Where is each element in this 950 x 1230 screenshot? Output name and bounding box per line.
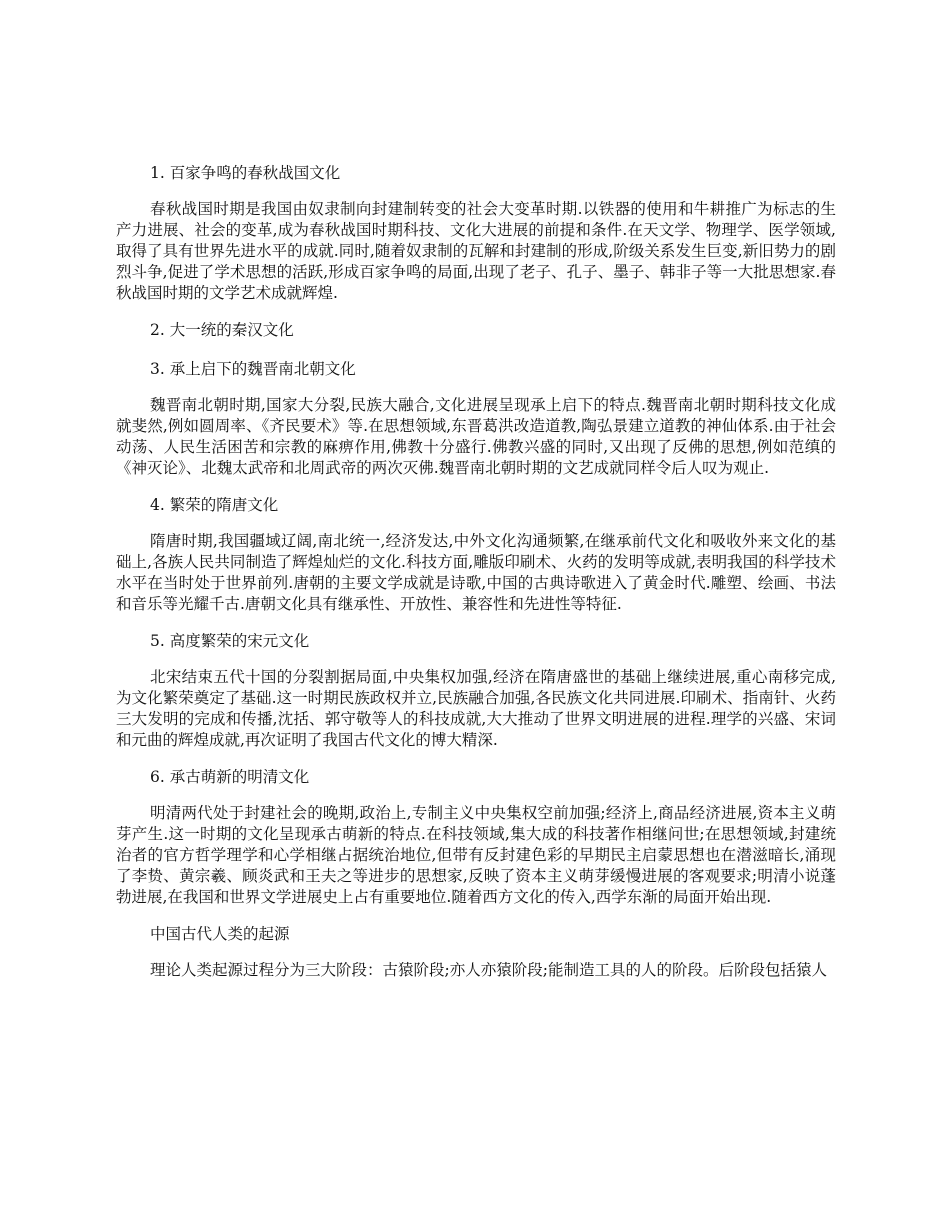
section-heading-2: 2. 大一统的秦汉文化 — [150, 321, 294, 339]
section-heading-1: 1. 百家争鸣的春秋战国文化 — [150, 164, 341, 182]
section-heading-5: 5. 高度繁荣的宋元文化 — [150, 632, 310, 650]
section-heading-origin: 中国古代人类的起源 — [150, 925, 290, 943]
document-body — [116, 160, 836, 994]
section-paragraph-6: 明清两代处于封建社会的晚期,政治上,专制主义中央集权空前加强;经济上,商品经济进展,资本主义萌芽产生.这一时期的文化呈现承古萌新的特点.在科技领域,集大成的科技著作相继问世;在思想领域,封建统治者的官方哲学理学和心学相继占据统治地位,但带有反封建色彩的早期民主启蒙思想也在潜滋暗长,涌现了李贽、黄宗羲、顾炎武和王夫之等进步的思想家,反映了资本主义萌芽缓慢进展的客观要求;明清小说蓬勃进展,在我国和世界文学进展史上占有重要地位.随着西方文化的传入,西学东渐的局面开始出现. — [116, 804, 836, 906]
section-paragraph-1: 春秋战国时期是我国由奴隶制向封建制转变的社会大变革时期.以铁器的使用和牛耕推广为标志的生产力进展、社会的变革,成为春秋战国时期科技、文化大进展的前提和条件.在天文学、物理学、医学领域,取得了具有世界先进水平的成就.同时,随着奴隶制的瓦解和封建制的形成,阶级关系发生巨变,新旧势力的剧烈斗争,促进了学术思想的活跃,形成百家争鸣的局面,出现了老子、孔子、墨子、韩非子等一大批思想家.春秋战国时期的文学艺术成就辉煌. — [116, 200, 836, 302]
section-paragraph-3: 魏晋南北朝时期,国家大分裂,民族大融合,文化进展呈现承上启下的特点.魏晋南北朝时期科技文化成就斐然,例如圆周率、《齐民要术》等.在思想领域,东晋葛洪改造道教,陶弘景建立道教的神仙体系.由于社会动荡、人民生活困苦和宗教的麻痹作用,佛教十分盛行.佛教兴盛的同时,又出现了反佛的思想,例如范缜的《神灭论》、北魏太武帝和北周武帝的两次灭佛.魏晋南北朝时期的文艺成就同样令后人叹为观止. — [116, 396, 836, 477]
section-heading-3: 3. 承上启下的魏晋南北朝文化 — [150, 360, 356, 378]
section-paragraph-4: 隋唐时期,我国疆域辽阔,南北统一,经济发达,中外文化沟通频繁,在继承前代文化和吸收外来文化的基础上,各族人民共同制造了辉煌灿烂的文化.科技方面,雕版印刷术、火药的发明等成就,表明我国的科学技术水平在当时处于世界前列.唐朝的主要文学成就是诗歌,中国的古典诗歌进入了黄金时代.雕塑、绘画、书法和音乐等光耀千古.唐朝文化具有继承性、开放性、兼容性和先进性等特征. — [116, 532, 836, 613]
section-heading-4: 4. 繁荣的隋唐文化 — [150, 496, 279, 514]
section-paragraph-origin: 理论人类起源过程分为三大阶段：古猿阶段;亦人亦猿阶段;能制造工具的人的阶段。后阶段包括猿人 — [150, 961, 827, 979]
section-heading-6: 6. 承古萌新的明清文化 — [150, 768, 310, 786]
section-paragraph-5: 北宋结束五代十国的分裂割据局面,中央集权加强,经济在隋唐盛世的基础上继续进展,重心南移完成,为文化繁荣奠定了基础.这一时期民族政权并立,民族融合加强,各民族文化共同进展.印刷术、指南针、火药三大发明的完成和传播,沈括、郭守敬等人的科技成就,大大推动了世界文明进展的进程.理学的兴盛、宋词和元曲的辉煌成就,再次证明了我国古代文化的博大精深. — [116, 668, 836, 749]
